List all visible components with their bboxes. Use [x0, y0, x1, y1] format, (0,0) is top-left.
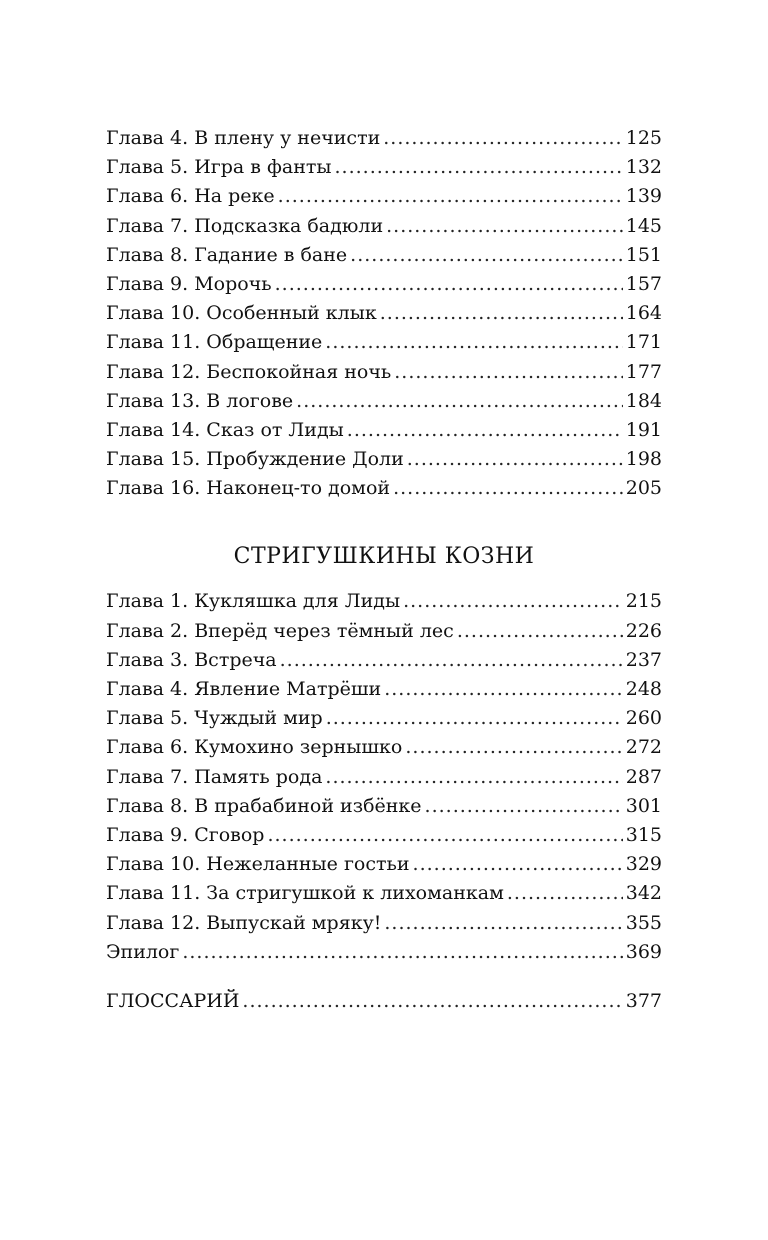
dot-leader [326, 704, 623, 733]
toc-entry[interactable] [106, 938, 662, 967]
toc-entry[interactable] [106, 153, 662, 182]
toc-entry[interactable] [106, 821, 662, 850]
dot-leader [384, 909, 622, 938]
dot-leader [335, 153, 623, 182]
toc-entry[interactable] [106, 909, 662, 938]
toc-entry-page: 184 [625, 389, 662, 412]
dot-leader [384, 675, 623, 704]
toc-entry-page: 215 [625, 590, 662, 613]
toc-entry-page: 272 [625, 736, 662, 759]
toc-entry[interactable] [106, 879, 662, 908]
toc-entry-page: 132 [625, 156, 662, 179]
toc-entry-page: 164 [625, 302, 662, 325]
toc-entry-page: 248 [625, 678, 662, 700]
dot-leader [386, 212, 623, 241]
toc-part-2 [106, 587, 662, 966]
toc-entry[interactable] [106, 617, 662, 646]
toc-entry[interactable] [106, 182, 662, 211]
dot-leader [242, 987, 622, 1016]
toc-entry-page: 177 [625, 360, 662, 383]
dot-leader [507, 879, 623, 908]
toc-entry-title: Глава 6. Кумохино зернышко [106, 736, 403, 759]
dot-leader [394, 358, 622, 387]
toc-entry[interactable] [106, 850, 662, 879]
toc-entry-page: 145 [625, 214, 662, 237]
toc-entry-title: Глава 4. Явление Матрёши [106, 678, 382, 700]
toc-entry[interactable] [106, 358, 662, 387]
toc-entry-title: Глава 3. Встреча [106, 648, 277, 671]
toc-entry-page: 355 [625, 911, 662, 934]
toc-entry-page: 157 [625, 272, 662, 295]
toc-entry-page: 377 [625, 989, 662, 1012]
dot-leader [393, 474, 623, 503]
toc-entry-title: Глава 2. Вперёд через тёмный лес [106, 619, 454, 642]
dot-leader [278, 182, 623, 211]
toc-entry[interactable] [106, 587, 662, 616]
toc-entry-page: 301 [625, 794, 662, 817]
dot-leader [380, 299, 623, 328]
toc-entry-title: Глава 8. В прабабиной избёнке [106, 794, 422, 817]
toc-entry-title: Глава 5. Игра в фанты [106, 156, 332, 179]
toc-glossary [106, 987, 662, 1016]
toc-entry[interactable] [106, 704, 662, 733]
dot-leader [405, 733, 622, 762]
dot-leader [383, 124, 622, 153]
dot-leader [325, 763, 622, 792]
toc-entry[interactable] [106, 733, 662, 762]
toc-entry[interactable] [106, 241, 662, 270]
toc-entry-page: 125 [625, 127, 662, 149]
toc-entry[interactable] [106, 646, 662, 675]
dot-leader [347, 416, 623, 445]
toc-entry-title: Глава 9. Морочь [106, 272, 272, 295]
toc-entry-page: 151 [625, 243, 662, 266]
toc-entry-page: 315 [625, 823, 662, 846]
dot-leader [325, 328, 622, 357]
toc-entry-title: Глава 10. Нежеланные гостьи [106, 853, 410, 876]
toc-entry[interactable] [106, 328, 662, 357]
toc-entry-title: ГЛОССАРИЙ [106, 989, 240, 1012]
toc-entry[interactable] [106, 212, 662, 241]
toc-entry-page: 260 [625, 707, 662, 730]
toc-entry-title: Глава 12. Беспокойная ночь [106, 360, 392, 383]
toc-entry-title: Глава 14. Сказ от Лиды [106, 418, 344, 441]
table-of-contents [106, 124, 662, 1016]
toc-entry-page: 237 [625, 648, 662, 671]
dot-leader [403, 587, 623, 616]
toc-entry-title: Глава 10. Особенный клык [106, 302, 377, 325]
dot-leader [425, 792, 623, 821]
toc-entry-title: Глава 11. Обращение [106, 331, 323, 354]
toc-entry-page: 226 [625, 619, 662, 642]
toc-entry-title: Глава 13. В логове [106, 389, 294, 412]
toc-entry[interactable] [106, 124, 662, 153]
toc-entry-title: Глава 8. Гадание в бане [106, 243, 348, 266]
toc-entry[interactable] [106, 416, 662, 445]
toc-entry-title: Глава 15. Пробуждение Доли [106, 448, 404, 471]
toc-entry-page: 191 [625, 418, 662, 441]
toc-entry-page: 198 [625, 448, 662, 471]
toc-entry-page: 329 [625, 853, 662, 876]
toc-entry-title: Глава 11. За стригушкой к лихоманкам [106, 882, 504, 905]
toc-entry-title: Эпилог [106, 940, 180, 963]
toc-entry-title: Глава 7. Подсказка бадюли [106, 214, 384, 237]
toc-entry[interactable] [106, 299, 662, 328]
dot-leader [457, 617, 623, 646]
toc-entry[interactable] [106, 675, 662, 704]
dot-leader [267, 821, 622, 850]
toc-entry-title: Глава 6. На реке [106, 185, 275, 208]
toc-entry[interactable] [106, 474, 662, 503]
toc-entry-page: 369 [625, 940, 662, 963]
toc-entry-page: 287 [625, 765, 662, 788]
dot-leader [350, 241, 623, 270]
toc-entry-title: Глава 5. Чуждый мир [106, 707, 323, 730]
toc-entry-title: Глава 1. Кукляшка для Лиды [106, 590, 401, 613]
toc-entry-page: 205 [625, 477, 662, 500]
dot-leader [275, 270, 623, 299]
dot-leader [413, 850, 623, 879]
toc-entry-page: 171 [625, 331, 662, 354]
toc-entry[interactable] [106, 270, 662, 299]
toc-entry-page: 342 [625, 882, 662, 905]
toc-entry-title: Глава 16. Наконец-то домой [106, 477, 391, 500]
toc-entry-glossary[interactable] [106, 987, 662, 1016]
section-heading: СТРИГУШКИНЫ КОЗНИ [233, 544, 535, 570]
dot-leader [182, 938, 622, 967]
toc-entry-title: Глава 12. Выпускай мряку! [106, 911, 382, 934]
toc-entry[interactable] [106, 763, 662, 792]
toc-entry[interactable] [106, 387, 662, 416]
toc-entry[interactable] [106, 445, 662, 474]
dot-leader [280, 646, 623, 675]
toc-entry-title: Глава 9. Сговор [106, 823, 265, 846]
toc-entry[interactable] [106, 792, 662, 821]
dot-leader [407, 445, 623, 474]
toc-entry-page: 139 [625, 185, 662, 208]
dot-leader [296, 387, 623, 416]
toc-entry-title: Глава 7. Память рода [106, 765, 323, 788]
toc-part-1 [106, 124, 662, 503]
toc-entry-title: Глава 4. В плену у нечисти [106, 127, 381, 149]
